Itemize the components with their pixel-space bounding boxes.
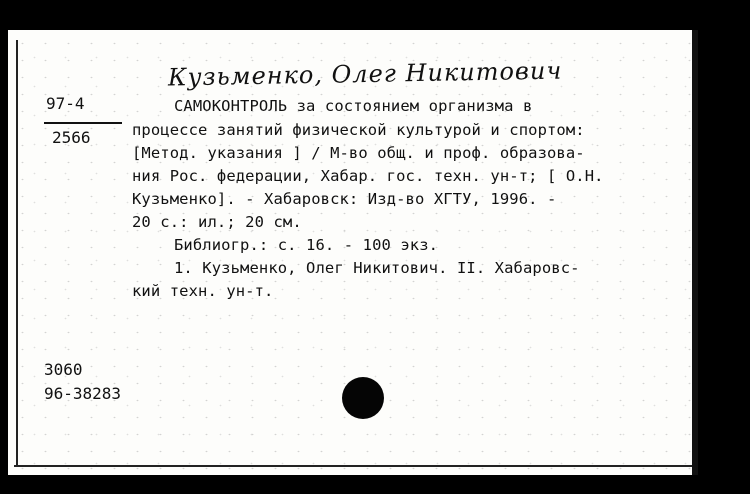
left-margin-rule — [16, 40, 18, 465]
handwritten-author-heading: Кузьменко, Олег Никитович — [167, 56, 563, 92]
card-text-line: [Метод. указания ] / М-во общ. и проф. образова- — [132, 144, 585, 162]
call-number-bottom: 2566 — [52, 128, 91, 147]
card-text-line: Библиогр.: с. 16. - 100 экз. — [174, 236, 439, 254]
accession-number-1: 3060 — [44, 360, 83, 379]
card-text-line: 1. Кузьменко, Олег Никитович. II. Хабаровс- — [174, 259, 580, 277]
accession-number-2: 96-38283 — [44, 384, 122, 403]
card-right-edge — [692, 30, 698, 475]
card-text-line: 20 с.: ил.; 20 см. — [132, 213, 302, 231]
card-punch-hole — [342, 377, 384, 419]
card-text-line: САМОКОНТРОЛЬ за состоянием организма в — [174, 97, 533, 115]
card-text-line: процессе занятий физической культурой и спортом: — [132, 121, 585, 139]
card-text-line: кий техн. ун-т. — [132, 282, 274, 300]
catalog-card — [8, 30, 698, 475]
card-text-line: ния Рос. федерации, Хабар. гос. техн. ун-т; [ О.Н. — [132, 167, 604, 185]
call-number-divider — [44, 122, 122, 124]
card-text-line: Кузьменко]. - Хабаровск: Изд-во ХГТУ, 1996. - — [132, 190, 557, 208]
bottom-margin-rule — [14, 465, 694, 467]
call-number-top: 97-4 — [46, 94, 85, 113]
